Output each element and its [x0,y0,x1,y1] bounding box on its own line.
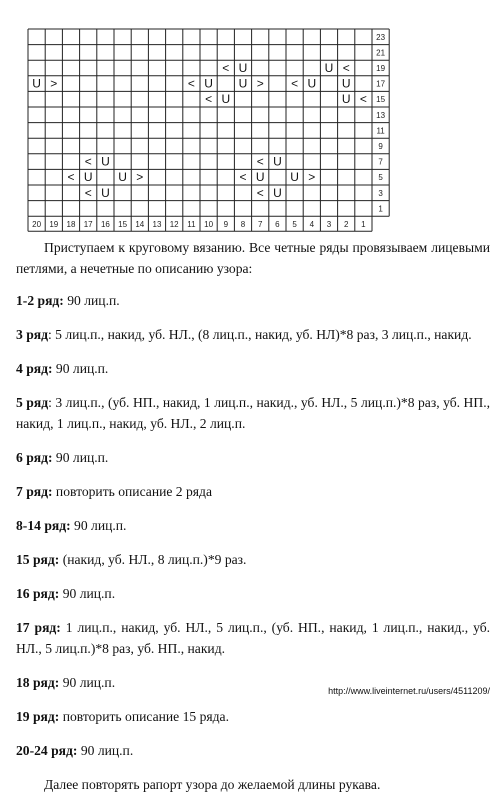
yarn-over-symbol: U [341,76,351,91]
left-decrease-symbol: < [187,76,195,91]
row-number: 19 [376,64,386,73]
left-decrease-symbol: < [359,92,367,107]
row-label: 7 ряд: [16,484,53,499]
right-decrease-symbol: > [308,170,316,185]
row-number: 21 [376,48,386,58]
yarn-over-symbol: U [324,61,334,75]
row-instruction [16,706,490,727]
row-number: 9 [378,142,383,151]
row-instruction [16,549,490,570]
yarn-over-symbol: U [273,185,282,200]
left-decrease-symbol: < [222,61,230,75]
row-label: 20-24 ряд: [16,743,78,758]
row-text: : 3 лиц.п., (уб. НП., накид, 1 лиц.п., накид., уб. НЛ., 5 лиц.п.)*8 раз, уб. НП., накид, 1 лиц.п., накид, уб. НЛ., 2 лиц.п. [16,395,490,431]
row-number: 17 [376,79,386,89]
column-number: 14 [135,220,145,230]
row-label: 18 ряд: [16,675,60,690]
row-number: 13 [376,110,386,120]
column-number: 19 [49,220,59,230]
left-decrease-symbol: < [291,76,299,91]
yarn-over-symbol: U [238,61,248,75]
source-url: http://www.liveinternet.ru/users/4511209/ [328,686,490,696]
row-text: 90 лиц.п. [52,450,109,465]
row-instruction [16,617,490,659]
row-instruction [16,515,490,536]
row-instruction [16,481,490,502]
row-label: 5 ряд [16,395,49,410]
row-text: повторить описание 15 ряда. [59,709,229,724]
left-decrease-symbol: < [67,170,75,185]
yarn-over-symbol: U [341,92,351,107]
row-instruction [16,290,490,311]
column-number: 15 [118,220,128,230]
row-text: повторить описание 2 ряда [52,484,212,499]
yarn-over-symbol: U [290,170,299,185]
row-label: 1-2 ряд: [16,293,64,308]
row-label: 17 ряд: [16,620,61,635]
row-text: 90 лиц.п. [77,743,134,758]
column-number: 8 [240,220,246,230]
left-decrease-symbol: < [256,185,264,200]
row-instruction [16,358,490,379]
column-number: 5 [292,220,297,230]
intro-paragraph: Приступаем к круговому вязанию. Все четные ряды провязываем лицевыми петлями, а нечетные по описанию узора: [16,240,490,276]
yarn-over-symbol: U [101,154,110,169]
row-instruction [16,583,490,604]
row-label: 15 ряд: [16,552,60,567]
row-number: 7 [378,157,383,167]
row-number: 11 [376,126,385,136]
yarn-over-symbol: U [118,170,127,185]
row-text: 1 лиц.п., накид, уб. НЛ., 5 лиц.п., (уб. НП., накид, 1 лиц.п., накид., уб. НЛ., 5 лиц.п.)*8 раз, уб. НП., накид. [16,620,491,656]
row-number: 15 [376,95,386,105]
column-number: 1 [361,220,366,230]
row-label: 8-14 ряд: [16,518,71,533]
row-number: 5 [378,173,383,183]
left-decrease-symbol: < [239,170,247,185]
column-number: 12 [169,220,179,230]
row-number: 3 [378,188,383,198]
left-decrease-symbol: < [256,154,264,169]
row-instruction [16,324,490,345]
row-instruction [16,392,490,434]
column-number: 17 [83,220,93,230]
right-decrease-symbol: > [256,76,264,91]
row-number: 1 [378,204,383,214]
yarn-over-symbol: U [238,76,248,91]
column-numbers [32,220,366,229]
column-number: 3 [326,220,332,230]
row-text: 90 лиц.п. [59,675,116,690]
column-number: 16 [100,220,110,230]
left-decrease-symbol: < [84,154,92,169]
row-label: 19 ряд: [16,709,60,724]
left-decrease-symbol: < [342,61,350,75]
column-number: 18 [66,220,76,230]
row-label: 4 ряд: [16,361,53,376]
pattern-description [16,237,490,808]
row-text: (накид, уб. НЛ., 8 лиц.п.)*9 раз. [59,552,247,567]
row-text: 90 лиц.п. [70,518,127,533]
column-number: 4 [309,220,315,230]
outro-paragraph: Далее повторять рапорт узора до желаемой длины рукава. [44,777,381,792]
yarn-over-symbol: U [83,170,93,185]
column-number: 2 [343,220,349,230]
row-label: 3 ряд [16,327,48,342]
row-label: 16 ряд: [16,586,60,601]
knitting-chart [0,0,498,236]
right-decrease-symbol: > [50,76,58,91]
row-label: 6 ряд: [16,450,53,465]
row-text: : 5 лиц.п., накид, уб. НЛ., (8 лиц.п., накид, уб. НЛ)*8 раз, 3 лиц.п., накид. [48,327,472,342]
left-decrease-symbol: < [84,185,92,200]
left-decrease-symbol: < [205,92,213,107]
row-text: 90 лиц.п. [52,361,109,376]
yarn-over-symbol: U [255,170,265,185]
column-number: 7 [257,220,263,230]
column-number: 20 [32,220,42,230]
row-number: 23 [376,32,386,42]
yarn-over-symbol: U [101,185,110,200]
right-decrease-symbol: > [136,170,144,185]
yarn-over-symbol: U [307,76,317,91]
yarn-over-symbol: U [32,76,41,91]
row-text: 90 лиц.п. [59,586,116,601]
yarn-over-symbol: U [221,92,231,107]
column-number: 10 [204,220,214,230]
row-instruction [16,447,490,468]
chart-grid [28,29,389,231]
column-number: 6 [275,220,280,230]
yarn-over-symbol: U [204,76,213,91]
yarn-over-symbol: U [273,154,282,169]
column-number: 11 [187,220,196,230]
row-text: 90 лиц.п. [63,293,120,308]
column-number: 13 [152,220,162,230]
column-number: 9 [223,220,229,230]
row-instruction [16,740,490,761]
